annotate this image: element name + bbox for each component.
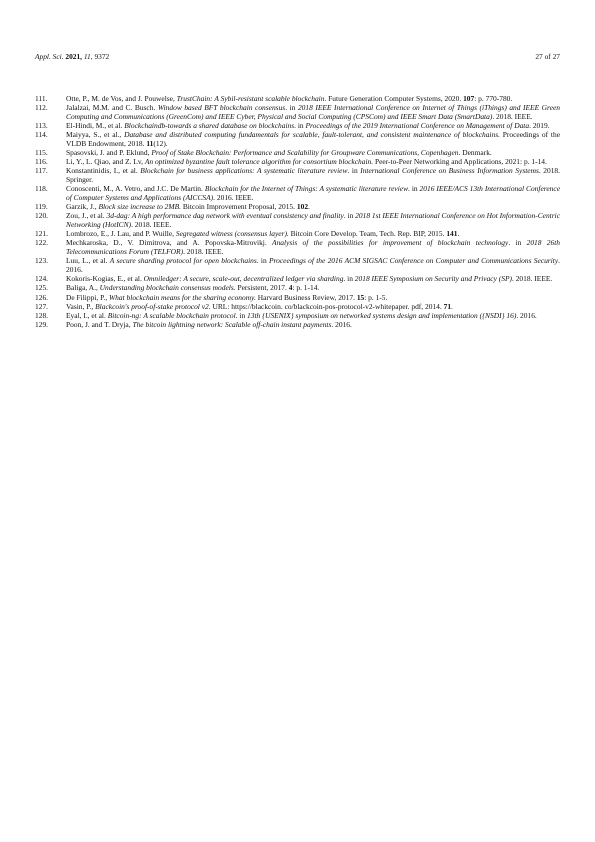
reference-volume: 107	[463, 93, 475, 103]
reference-number: 113.	[35, 120, 48, 130]
reference-text: . in	[343, 274, 355, 284]
reference-item	[35, 94, 560, 103]
reference-text: Lombrozo, E., J. Lau, and P. Wuille,	[66, 229, 176, 239]
reference-italic-text: Blockchain for business applications: A systematic literature review	[140, 165, 348, 175]
reference-text: . Denmark.	[458, 147, 492, 157]
reference-italic-text: Proof of Stake Blockchain: Performance and Scalability for Groupware Communications, Copenhagen	[151, 147, 459, 157]
reference-italic-text: International Conference on Business Information Systems	[360, 165, 539, 175]
reference-number: 122.	[35, 238, 49, 248]
reference-italic-text: The bitcoin lightning network: Scalable off-chain instant payments	[132, 319, 332, 329]
reference-italic-text: 2018 IEEE Symposium on Security and Privacy (SP)	[354, 274, 512, 284]
reference-number: 114.	[35, 129, 48, 139]
reference-text: Eyal, I., et al.	[66, 310, 108, 320]
reference-text: . 2016.	[66, 256, 560, 275]
reference-italic-text: Analysis of the possibilities for improvement of blockchain technology	[272, 238, 509, 248]
reference-item	[35, 211, 560, 229]
reference-text: Maiyya, S., et al.,	[66, 129, 125, 139]
reference-item	[35, 184, 560, 202]
reference-text: Conoscenti, M., A. Vetro, and J.C. De Martin.	[66, 183, 205, 193]
reference-item	[35, 256, 560, 274]
reference-text: . 2019.	[529, 120, 550, 130]
reference-volume: 141	[446, 229, 458, 239]
reference-number: 111.	[35, 93, 48, 103]
reference-text: Bitcoin Core Develop. Team, Tech. Rep. BIP, 2015.	[288, 229, 447, 239]
journal-year: 2021,	[65, 52, 83, 61]
reference-text: URL: https://blackcoin. co/blackcoin-pos-protocol-v2-whitepaper. pdf, 2014.	[210, 301, 444, 311]
reference-text: . 2018. Springer.	[66, 165, 561, 184]
reference-italic-text: TrustChain: A Sybil-resistant scalable blockchain.	[176, 93, 327, 103]
reference-text: Proceedings of the VLDB Endowment, 2018.	[66, 129, 560, 148]
reference-text: De Filippi, P.,	[66, 292, 109, 302]
reference-number: 117.	[35, 165, 48, 175]
reference-text: .	[457, 229, 460, 239]
reference-text: : p. 770-780.	[474, 93, 513, 103]
reference-item	[35, 148, 560, 157]
reference-italic-text: 13th {USENIX} symposium on networked systems design and implementation ({NSDI} 16)	[247, 310, 517, 320]
reference-italic-text: 3d-dag: A high performance dag network with eventual consistency and finality	[106, 211, 344, 221]
reference-italic-text: Blockchaindb-towards a shared database on blockchains	[124, 120, 295, 130]
reference-text: . in	[408, 183, 420, 193]
reference-text: . 2018. IEEE.	[183, 247, 224, 257]
reference-text: : p. 1-14.	[292, 283, 320, 293]
reference-text: Peer-to-Peer Networking and Applications, 2021: p. 1-14.	[373, 156, 547, 166]
reference-italic-text: Proceedings of the 2016 ACM SIGSAC Conference on Computer and Communications Security	[268, 256, 559, 266]
reference-italic-text: Segregated witness (consensus layer).	[175, 229, 289, 239]
reference-number: 121.	[35, 229, 49, 239]
reference-italic-text: Understanding blockchain consensus models.	[99, 283, 236, 293]
reference-item	[35, 130, 560, 148]
article-number: 9372	[94, 52, 110, 61]
reference-text: . 2018. IEEE.	[492, 111, 533, 121]
reference-number: 118.	[35, 183, 48, 193]
reference-text: Harvard Business Review, 2017.	[255, 292, 357, 302]
reference-italic-text: Window based BFT blockchain consensus	[157, 102, 286, 112]
reference-italic-text: 2018 1st IEEE International Conference on Hot Information-Centric Networking (HotICN)	[66, 211, 561, 230]
reference-italic-text: Bitcoin-ng: A scalable blockchain protocol	[107, 310, 236, 320]
reference-text: Vasin, P.,	[66, 301, 96, 311]
reference-text: Bitcoin Improvement Proposal, 2015.	[180, 202, 297, 212]
reference-number: 129.	[35, 319, 49, 329]
reference-number: 115.	[35, 147, 48, 157]
reference-item	[35, 238, 560, 256]
reference-text: . 2016.	[331, 319, 352, 329]
reference-item	[35, 202, 560, 211]
reference-italic-text: An optimized byzantine fault tolerance algorithm for consortium blockchain.	[144, 156, 374, 166]
reference-text: . in	[235, 310, 248, 320]
reference-number: 124.	[35, 274, 49, 284]
reference-text: .	[308, 202, 310, 212]
reference-italic-text: 2018 IEEE International Conference on Internet of Things (iThings) and IEEE Green Computing and Communications (GreenCom) and IEEE Cyber, Physical and Social Computing (CPSCom) and IEEE Smart Data (SmartData)	[66, 102, 560, 121]
reference-number: 128.	[35, 310, 49, 320]
reference-text: . in	[347, 165, 361, 175]
reference-number: 112.	[35, 102, 48, 112]
reference-item	[35, 103, 560, 121]
reference-item	[35, 274, 560, 283]
journal-name: Appl. Sci.	[35, 52, 64, 61]
reference-number: 120.	[35, 211, 49, 221]
reference-text: Spasovski, J. and P. Eklund,	[66, 147, 152, 157]
reference-item	[35, 302, 560, 311]
reference-text: .	[451, 301, 453, 311]
reference-italic-text: Omniledger: A secure, scale-out, decentralized ledger via sharding	[143, 274, 344, 284]
reference-text: . 2016.	[516, 310, 537, 320]
reference-item	[35, 229, 560, 238]
page-header	[35, 52, 560, 64]
reference-italic-text: A secure sharding protocol for open blockchains	[109, 256, 257, 266]
reference-item	[35, 293, 560, 302]
reference-number: 116.	[35, 156, 48, 166]
reference-volume: 71	[443, 301, 452, 311]
reference-text: Zou, J., et al.	[66, 211, 107, 221]
reference-item	[35, 283, 560, 292]
reference-text: El-Hindi, M., et al.	[66, 120, 125, 130]
reference-number: 125.	[35, 283, 49, 293]
reference-item	[35, 311, 560, 320]
reference-text: Li, Y., L. Qiao, and Z. Lv,	[66, 156, 145, 166]
reference-volume: 11	[146, 138, 154, 148]
reference-text: Poon, J. and T. Dryja,	[66, 319, 133, 329]
reference-item	[35, 320, 560, 329]
reference-text: Mechkaroska, D., V. Dimitrova, and A. Popovska-Mitrovikj.	[66, 238, 273, 248]
reference-text: . in	[285, 102, 298, 112]
reference-text: . in	[256, 256, 269, 266]
reference-text: (12).	[153, 138, 168, 148]
reference-volume: 102	[296, 202, 309, 212]
reference-italic-text: Blackcoin's proof-of-stake protocol v2.	[95, 301, 211, 311]
reference-text: . 2016. IEEE.	[213, 193, 254, 203]
reference-text: Otte, P., M. de Vos, and J. Pouwelse,	[66, 93, 177, 103]
reference-list	[35, 94, 560, 329]
reference-text: Luu, L., et al.	[66, 256, 110, 266]
reference-text: Persistent, 2017.	[235, 283, 289, 293]
page-number: 27 of 27	[535, 52, 560, 61]
reference-text: . in	[294, 120, 306, 130]
journal-citation	[35, 52, 109, 61]
reference-item	[35, 157, 560, 166]
reference-volume: 15	[356, 292, 365, 302]
reference-text: Jalalzai, M.M. and C. Busch.	[66, 102, 158, 112]
reference-text: . in	[508, 238, 527, 248]
reference-italic-text: Proceedings of the 2019 International Conference on Management of Data	[305, 120, 530, 130]
reference-number: 126.	[35, 292, 49, 302]
reference-number: 127.	[35, 301, 49, 311]
reference-number: 123.	[35, 256, 49, 266]
reference-italic-text: 2018 26th Telecommunications Forum (TELFOR)	[66, 238, 560, 257]
reference-italic-text: Database and distributed computing fundamentals for scalable, fault-tolerant, and consistent maintenance of blockchains.	[124, 129, 500, 139]
reference-italic-text: 2016 IEEE/ACS 13th International Conference of Computer Systems and Applications (AICCSA)	[66, 183, 560, 203]
reference-italic-text: What blockchain means for the sharing economy.	[108, 292, 256, 302]
reference-text: : p. 1-5.	[364, 292, 388, 302]
reference-text: . 2018. IEEE.	[511, 274, 553, 284]
reference-text: . in	[343, 211, 356, 221]
reference-text: Garzik, J.,	[66, 202, 99, 212]
reference-text: Kokoris-Kogias, E., et al.	[66, 274, 144, 284]
reference-item	[35, 121, 560, 130]
reference-text: Baliga, A.,	[66, 283, 100, 293]
reference-volume: 4	[288, 283, 293, 293]
reference-text: Konstantinidis, I., et al.	[66, 165, 141, 175]
reference-italic-text: Block size increase to 2MB.	[98, 202, 181, 212]
reference-text: . 2018. IEEE.	[131, 220, 172, 230]
reference-item	[35, 166, 560, 184]
journal-volume: 11,	[83, 52, 93, 61]
reference-text: Future Generation Computer Systems, 2020.	[326, 93, 464, 103]
reference-number: 119.	[35, 202, 48, 212]
reference-italic-text: Blockchain for the Internet of Things: A systematic literature review	[204, 183, 409, 193]
